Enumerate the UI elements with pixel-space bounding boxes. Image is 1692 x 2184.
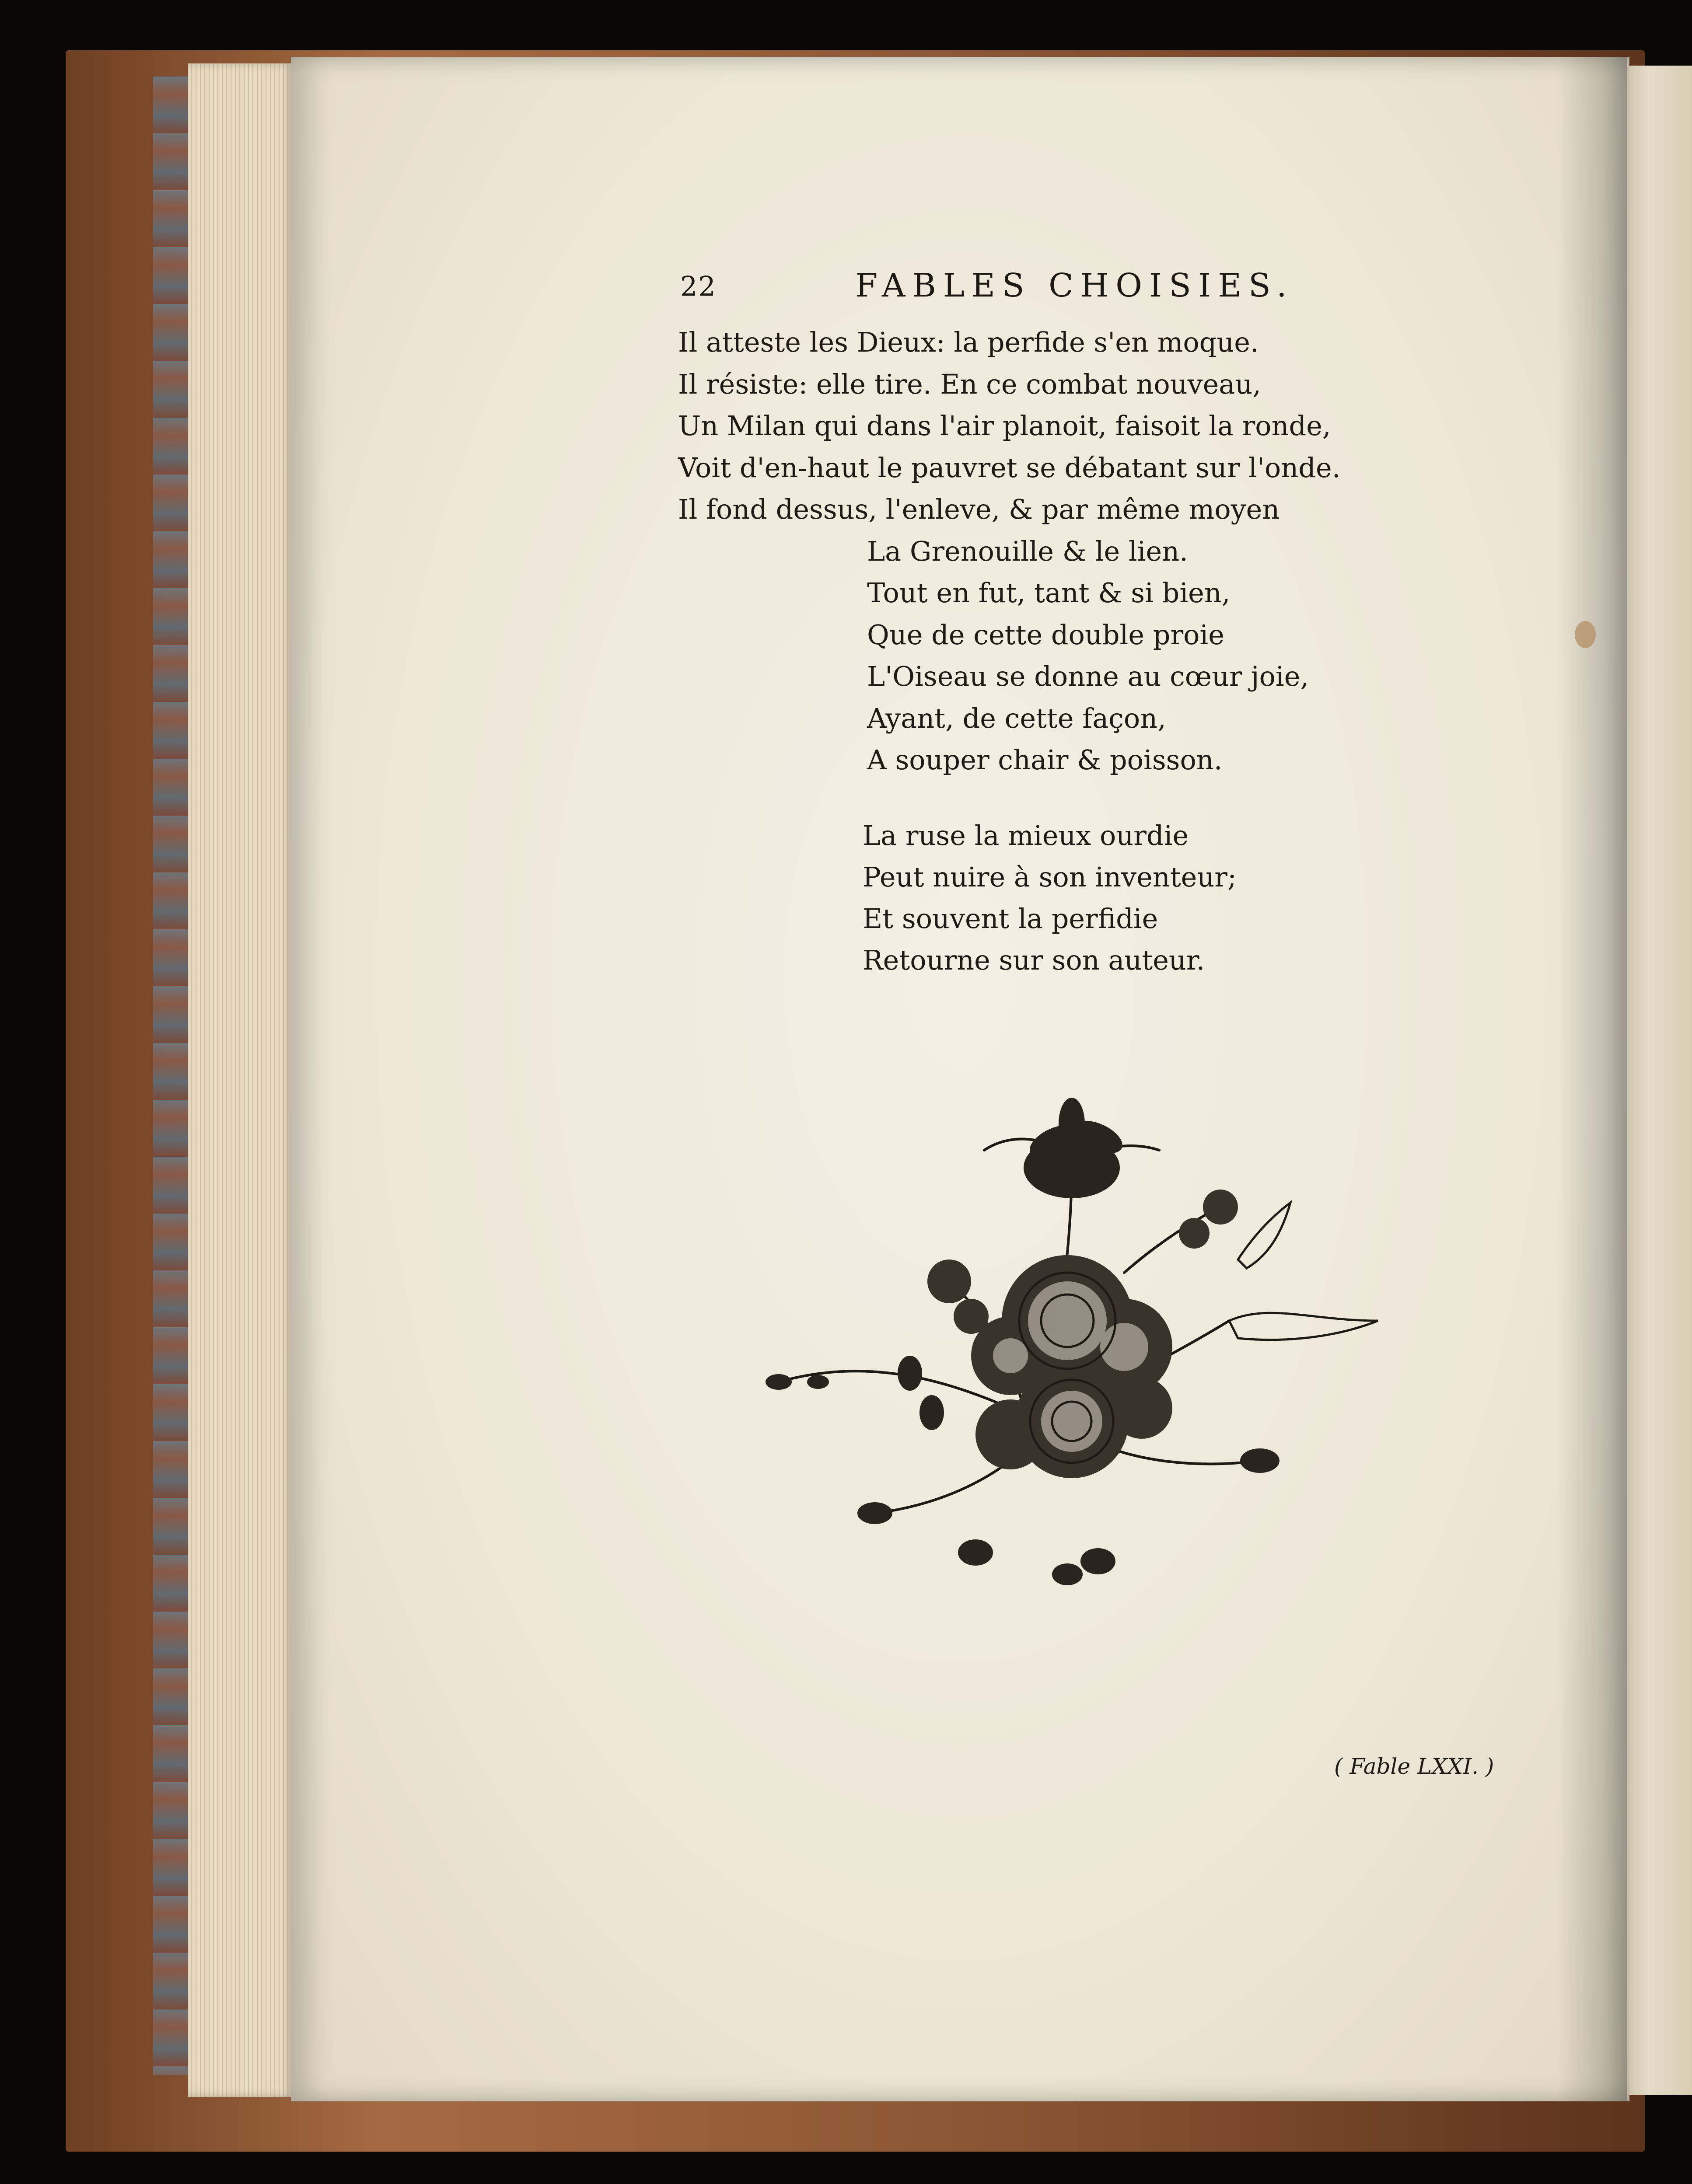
- page-header: [680, 267, 1336, 311]
- verse-line: Il fond dessus, l'enleve, & par même moyen: [678, 493, 1280, 525]
- verse-line: Tout en fut, tant & si bien,: [867, 577, 1231, 609]
- marbled-endpaper: [153, 77, 188, 2075]
- verse-line: La Grenouille & le lien.: [867, 535, 1188, 567]
- verse-line: Ayant, de cette façon,: [867, 702, 1166, 734]
- gutter-shadow: [1557, 57, 1627, 2101]
- running-title: FABLES CHOISIES.: [855, 267, 1294, 304]
- verse-line: Que de cette double proie: [867, 618, 1224, 651]
- verse-line: Il résiste: elle tire. En ce combat nouveau,: [678, 368, 1261, 400]
- verse-line: Un Milan qui dans l'air planoit, faisoit la ronde,: [678, 410, 1331, 442]
- page-number: 22: [680, 270, 717, 302]
- verse-line: Voit d'en-haut le pauvret se débatant sur l'onde.: [678, 451, 1341, 484]
- flower-bouquet-icon: [766, 1076, 1400, 1596]
- facing-page-edge: [1619, 66, 1692, 2095]
- catchword: ( Fable LXXI. ): [1334, 1754, 1494, 1779]
- verse-line: Il atteste les Dieux: la perfide s'en moque.: [678, 326, 1259, 358]
- verse-line: A souper chair & poisson.: [867, 744, 1223, 776]
- page-edges: [188, 63, 293, 2097]
- moral-line: Et souvent la perfidie: [863, 903, 1158, 935]
- moral-line: La ruse la mieux ourdie: [863, 820, 1189, 851]
- verse-block: [678, 321, 1378, 781]
- verse-line: L'Oiseau se donne au cœur joie,: [867, 660, 1309, 692]
- moral-line: Retourne sur son auteur.: [863, 944, 1205, 976]
- paper-stain: [1575, 621, 1596, 648]
- moral-stanza: [863, 815, 1431, 981]
- moral-line: Peut nuire à son inventeur;: [863, 861, 1237, 893]
